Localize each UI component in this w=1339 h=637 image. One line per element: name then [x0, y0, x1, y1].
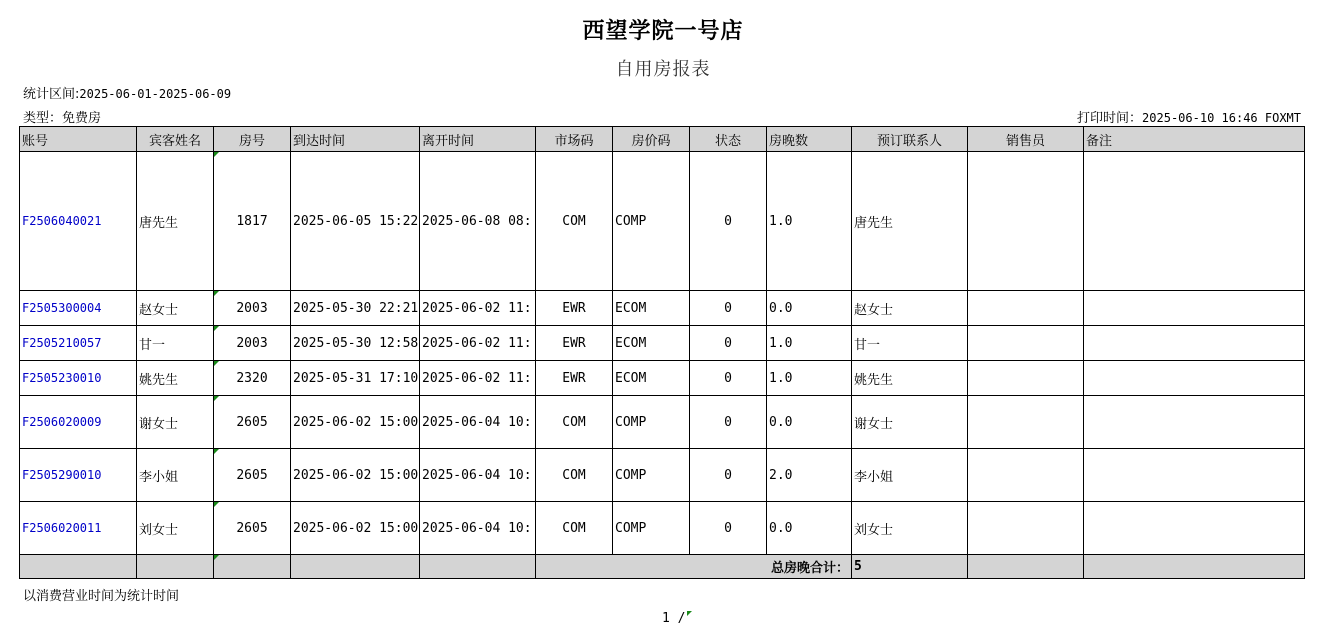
table-cell-room-nights: 0.0 [767, 291, 852, 326]
column-header-remarks: 备注 [1084, 127, 1305, 152]
print-time-value: 2025-06-10 16:46 FOXMT [1142, 111, 1301, 125]
table-row [20, 502, 1305, 555]
report-store-title: 西望学院一号店 [582, 18, 744, 44]
table-cell-account [20, 502, 137, 555]
table-cell-remarks [1084, 326, 1305, 361]
statistics-basis-note: 以消费营业时间为统计时间 [23, 589, 180, 604]
table-cell-room-number: 2605 [214, 449, 291, 502]
table-cell-status: 0 [690, 361, 767, 396]
period-value: 2025-06-01-2025-06-09 [79, 87, 232, 101]
total-room-nights-value: 5 [852, 555, 968, 579]
print-time-label: 打印时间： [1077, 111, 1143, 126]
table-cell-departure-time: 2025-06-02 11: [420, 326, 536, 361]
page-number: 1 / [662, 611, 686, 626]
table-cell-market-code: EWR [536, 326, 613, 361]
table-cell-departure-time: 2025-06-04 10: [420, 396, 536, 449]
account-link[interactable]: F2505290010 [22, 467, 102, 482]
table-cell-booking-contact: 甘一 [852, 326, 968, 361]
table-cell-room-nights: 2.0 [767, 449, 852, 502]
table-cell-account [20, 396, 137, 449]
table-cell-remarks [1084, 291, 1305, 326]
table-cell-arrival-time: 2025-06-02 15:00 [291, 449, 420, 502]
table-cell-rate-code: ECOM [613, 361, 690, 396]
table-cell-departure-time: 2025-06-04 10: [420, 502, 536, 555]
table-cell-room-number: 2605 [214, 502, 291, 555]
table-cell-arrival-time: 2025-05-30 22:21 [291, 291, 420, 326]
table-cell-guest-name: 谢女士 [137, 396, 214, 449]
type-label: 类型： [23, 111, 63, 126]
table-cell-market-code: COM [536, 152, 613, 291]
table-cell-salesperson [968, 326, 1084, 361]
table-cell-remarks [1084, 361, 1305, 396]
table-cell-account [20, 152, 137, 291]
table-cell-status: 0 [690, 449, 767, 502]
table-cell-arrival-time: 2025-05-31 17:10 [291, 361, 420, 396]
flag-marker-icon [687, 611, 692, 616]
table-cell-status: 0 [690, 502, 767, 555]
table-cell-market-code: EWR [536, 291, 613, 326]
column-header-market-code: 市场码 [536, 127, 613, 152]
account-link[interactable]: F2506020011 [22, 520, 102, 535]
column-header-room-nights: 房晚数 [767, 127, 852, 152]
table-cell-salesperson [968, 449, 1084, 502]
total-room-nights-label: 总房晚合计： [536, 555, 852, 579]
table-cell-room-nights: 1.0 [767, 152, 852, 291]
table-cell-room-nights: 1.0 [767, 326, 852, 361]
table-cell-status: 0 [690, 396, 767, 449]
table-row [20, 291, 1305, 326]
print-time [1077, 107, 1301, 126]
table-row [20, 152, 1305, 291]
table-cell-guest-name: 李小姐 [137, 449, 214, 502]
column-header-guest-name: 宾客姓名 [137, 127, 214, 152]
type-value: 免费房 [62, 111, 102, 126]
table-cell-room-number: 1817 [214, 152, 291, 291]
table-cell-market-code: EWR [536, 361, 613, 396]
page-indicator [662, 611, 692, 626]
table-cell-remarks [1084, 502, 1305, 555]
table-cell-guest-name: 刘女士 [137, 502, 214, 555]
table-cell-rate-code: ECOM [613, 291, 690, 326]
table-cell-booking-contact: 李小姐 [852, 449, 968, 502]
table-cell-market-code: COM [536, 502, 613, 555]
table-cell-salesperson [968, 396, 1084, 449]
table-cell-rate-code: COMP [613, 502, 690, 555]
table-cell-arrival-time: 2025-06-02 15:00 [291, 502, 420, 555]
total-row [20, 555, 1305, 579]
account-link[interactable]: F2506040021 [22, 213, 102, 228]
table-cell-rate-code: COMP [613, 449, 690, 502]
table-cell-booking-contact: 唐先生 [852, 152, 968, 291]
table-cell-salesperson [968, 502, 1084, 555]
table-cell-account [20, 361, 137, 396]
column-header-salesperson: 销售员 [968, 127, 1084, 152]
report-subtitle: 自用房报表 [615, 59, 711, 80]
table-cell-remarks [1084, 449, 1305, 502]
column-header-rate-code: 房价码 [613, 127, 690, 152]
table-cell-room-number: 2320 [214, 361, 291, 396]
table-cell-salesperson [968, 291, 1084, 326]
account-link[interactable]: F2505300004 [22, 300, 102, 315]
table-cell-departure-time: 2025-06-04 10: [420, 449, 536, 502]
column-header-departure-time: 离开时间 [420, 127, 536, 152]
table-cell-booking-contact: 谢女士 [852, 396, 968, 449]
table-cell-arrival-time: 2025-05-30 12:58 [291, 326, 420, 361]
table-cell-status: 0 [690, 326, 767, 361]
table-cell-rate-code: ECOM [613, 326, 690, 361]
table-cell-market-code: COM [536, 449, 613, 502]
table-cell-room-nights: 1.0 [767, 361, 852, 396]
self-use-room-table [19, 126, 1305, 579]
room-type [23, 107, 101, 126]
table-row [20, 449, 1305, 502]
table-cell-arrival-time: 2025-06-05 15:22 [291, 152, 420, 291]
table-cell-room-number: 2003 [214, 326, 291, 361]
account-link[interactable]: F2505210057 [22, 335, 102, 350]
column-header-status: 状态 [690, 127, 767, 152]
column-header-room-number: 房号 [214, 127, 291, 152]
table-cell-guest-name: 姚先生 [137, 361, 214, 396]
column-header-booking-contact: 预订联系人 [852, 127, 968, 152]
table-cell-departure-time: 2025-06-02 11: [420, 291, 536, 326]
account-link[interactable]: F2506020009 [22, 414, 102, 429]
period-label: 统计区间: [23, 87, 80, 102]
table-row [20, 326, 1305, 361]
table-cell-room-number: 2003 [214, 291, 291, 326]
table-cell-guest-name: 甘一 [137, 326, 214, 361]
table-cell-guest-name: 唐先生 [137, 152, 214, 291]
table-cell-room-number: 2605 [214, 396, 291, 449]
table-cell-salesperson [968, 152, 1084, 291]
table-cell-account [20, 291, 137, 326]
table-cell-status: 0 [690, 152, 767, 291]
table-cell-booking-contact: 刘女士 [852, 502, 968, 555]
table-cell-account [20, 326, 137, 361]
table-cell-departure-time: 2025-06-02 11: [420, 361, 536, 396]
table-cell-status: 0 [690, 291, 767, 326]
table-cell-salesperson [968, 361, 1084, 396]
table-cell-guest-name: 赵女士 [137, 291, 214, 326]
table-cell-booking-contact: 姚先生 [852, 361, 968, 396]
table-header-row [20, 127, 1305, 152]
statistics-period [23, 83, 231, 102]
table-cell-arrival-time: 2025-06-02 15:00 [291, 396, 420, 449]
table-cell-departure-time: 2025-06-08 08: [420, 152, 536, 291]
table-cell-market-code: COM [536, 396, 613, 449]
table-row [20, 396, 1305, 449]
account-link[interactable]: F2505230010 [22, 370, 102, 385]
table-cell-room-nights: 0.0 [767, 502, 852, 555]
table-cell-rate-code: COMP [613, 396, 690, 449]
table-cell-remarks [1084, 152, 1305, 291]
column-header-arrival-time: 到达时间 [291, 127, 420, 152]
table-cell-rate-code: COMP [613, 152, 690, 291]
table-row [20, 361, 1305, 396]
table-cell-account [20, 449, 137, 502]
column-header-account: 账号 [20, 127, 137, 152]
table-cell-room-nights: 0.0 [767, 396, 852, 449]
table-cell-booking-contact: 赵女士 [852, 291, 968, 326]
table-cell-remarks [1084, 396, 1305, 449]
